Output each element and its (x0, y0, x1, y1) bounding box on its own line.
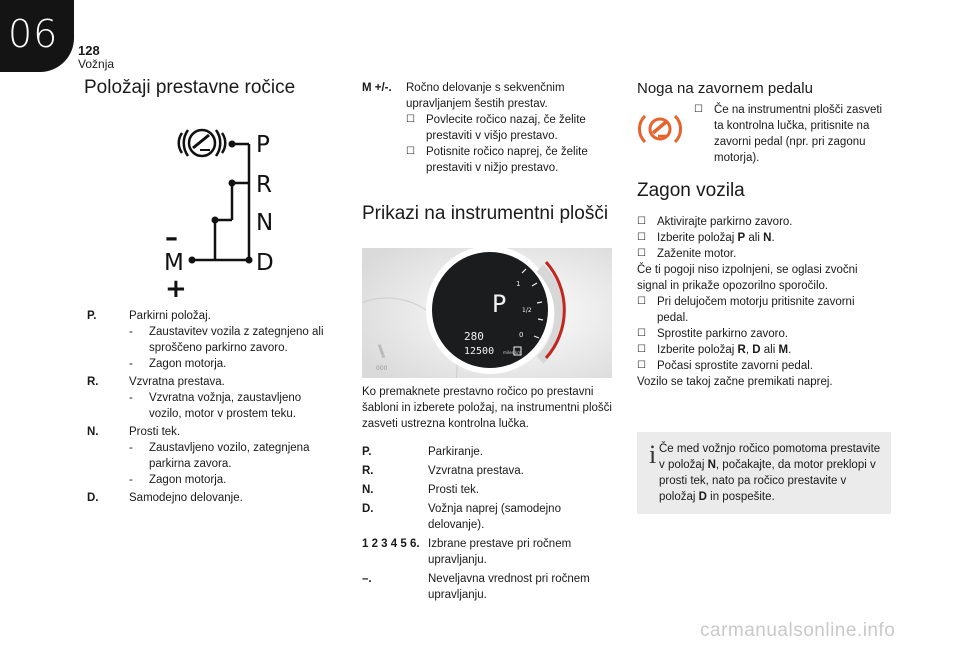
legend-row: 1 2 3 4 5 6. Izbrane prestave pri ročnem upravljanju. (362, 538, 572, 566)
gear-label-minus: – (165, 223, 178, 253)
manual-mode-definition: M +/-. Ročno delovanje s sekvenčnim upravljanjem šestih prestav. ☐ Povlecite ročico nazaj, če želite prestaviti v višjo prestavo. ☐ Potisnite ročico naprej, če želite prestaviti v nižjo prestavo. (362, 82, 588, 174)
def-r: R. Vzvratna prestava. - Vzvratna vožnja, zaustavljeno vozilo, motor v prostem teku. (87, 376, 302, 420)
legend-row: R. Vzvratna prestava. (362, 465, 524, 477)
section-name: Vožnja (78, 57, 115, 71)
gear-indicator: P (492, 290, 507, 318)
gear-label-plus: + (165, 274, 187, 300)
start-vehicle-title: Zagon vozila (637, 180, 745, 201)
tick-mark-icon: ☐ (406, 146, 415, 157)
shifter-foot-on-brake-icon (179, 130, 226, 156)
distance-unit: miles km (503, 350, 522, 355)
tick-mark-icon: ☐ (637, 296, 646, 307)
gear-label-r: R (256, 172, 272, 198)
instrument-display-intro: Ko premaknete prestavno ročico po prestavni šabloni in izberete položaj, na instrumentni plošči zasveti ustrezna kontrolna lučka. (362, 386, 612, 430)
gear-pattern-diagram (160, 120, 310, 300)
instrument-display-legend (362, 444, 612, 606)
brake-pedal-warning-icon (637, 112, 683, 146)
legend-row: N. Prosti tek. (362, 484, 480, 496)
gauge-label-half: 1/2 (522, 307, 532, 314)
gear-label-d: D (256, 250, 274, 276)
tick-mark-icon: ☐ (637, 248, 646, 259)
gear-position-definitions (87, 308, 332, 508)
speed-readout: 280 (464, 330, 484, 343)
gear-positions-title: Položaji prestavne ročice (84, 77, 296, 98)
tick-mark-icon: ☐ (637, 360, 646, 371)
def-p: P. Parkirni položaj. - Zaustavitev vozila z zategnjeno ali sproščeno parkirno zavoro. - Zagon motorja. (87, 310, 324, 370)
def-n: N. Prosti tek. - Zaustavljeno vozilo, zategnjena parkirna zavora. - Zagon motorja. (87, 426, 310, 486)
gear-label-m: M (164, 250, 184, 276)
warning-text: Če ti pogoji niso izpolnjeni, se oglasi zvočni signal in prikaže opozorilno sporočilo. (637, 264, 858, 292)
tick-mark-icon: ☐ (637, 344, 646, 355)
tick-mark-icon: ☐ (637, 216, 646, 227)
instrument-cluster-illustration (362, 248, 612, 378)
legend-row: P. Parkiranje. (362, 446, 483, 458)
legend-row: –. Neveljavna vrednost pri ročnem upravljanju. (362, 573, 590, 601)
gauge-label-empty: 0 (519, 331, 524, 339)
gauge-label-full: 1 (516, 280, 521, 288)
tick-mark-icon: ☐ (637, 328, 646, 339)
watermark: carmanualsonline.info (700, 620, 896, 641)
tick-mark-icon: ☐ (406, 114, 415, 125)
gear-gate-dots (189, 141, 253, 264)
brake-pedal-title: Noga na zavornem pedalu (637, 80, 813, 97)
tick-mark-icon: ☐ (637, 232, 646, 243)
def-d: D. Samodejno delovanje. (87, 492, 243, 504)
start-vehicle-steps: ☐ Aktivirajte parkirno zavoro. ☐ Izberite položaj P ali N. ☐ Zaženite motor. Če ti pogoji niso izpolnjeni, se oglasi zvočni signal in prikaže opozorilno sporočilo. ☐ Pri delujočem motorju pritisnite zavorni pedal. ☐ Sprostite parkirno zavoro. ☐ Izberite položaj R, D ali M. ☐ Počasi sprostite zavorni pedal. Vozilo se takoj začne premikati naprej. (637, 214, 887, 390)
page-number: 128 (78, 43, 100, 58)
manual-mode-term: M +/-. (362, 82, 392, 94)
brake-pedal-instruction: ☐ Če na instrumentni plošči zasveti ta kontrolna lučka, pritisnite na zavorni pedal (npr. pri zagonu motorja). (694, 104, 883, 164)
chapter-number: 06 (8, 12, 59, 56)
info-note-text: Če med vožnjo ročico pomotoma prestavite v položaj N, počakajte, da motor preklopi v prosti tek, nato pa ročico prestavite v položaj D in pospešite. (659, 443, 881, 503)
gear-label-n: N (256, 210, 274, 236)
gear-gate-lines (192, 144, 249, 260)
tick-mark-icon: ☐ (694, 104, 703, 115)
chapter-tab (0, 0, 74, 72)
info-icon: i (649, 440, 657, 469)
instrument-display-title: Prikazi na instrumentni plošči (362, 203, 609, 224)
gear-label-p: P (256, 132, 270, 158)
legend-row: D. Vožnja naprej (samodejno delovanje). (362, 503, 561, 531)
dial-odometer-label: 000 (376, 365, 388, 372)
closing-text: Vozilo se takoj začne premikati naprej. (637, 376, 833, 388)
odometer-readout: 12500 (464, 346, 495, 357)
info-note-box (637, 432, 891, 514)
